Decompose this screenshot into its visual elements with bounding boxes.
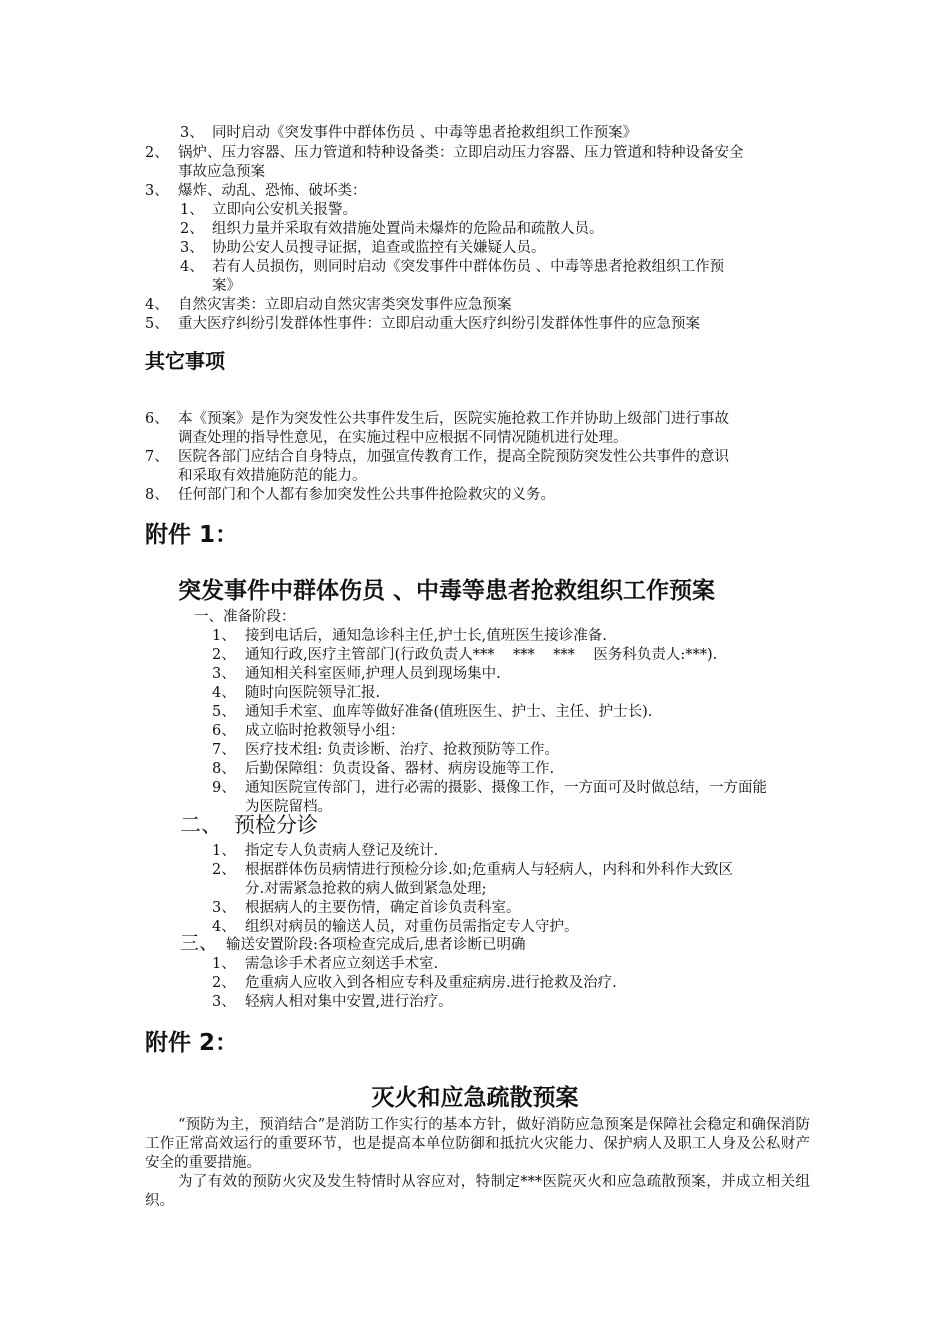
document-page: 3、 同时启动《突发事件中群体伤员 、中毒等患者抢救组织工作预案》 2、 锅炉、压力容器、压力管道和特种设备类：立即启动压力容器、压力管道和特种设备安全 事故应急预案 3、 爆炸、动乱、恐怖、破坏类： 1、 立即向公安机关报警。 2、 组织力量并采取有效措施处置尚未爆炸的危险品和疏散人员。 3、 协助公安人员搜寻证据，追查或监控有关嫌疑人员。 4、 若有人员损伤，则同时启动《突发事件中群体伤员 、中毒等患者抢救组织工作预 案》 4、 自然灾害类：立即启动自然灾害类突发事件应急预案 5、 重大医疗纠纷引发群体性事件：立即启动重大医疗纠纷引发群体性事件的应急预案 其它事项 6、 本《预案》是作为突发性公共事件发生后，医院实施抢救工作并协助上级部门进行事故 调查处理的指导性意见，在实施过程中应根据不同情况随机进行处理。 7、 医院各部门应结合自身特点，加强宣传教育工作，提高全院预防突发性公共事件的意识 和采取有效措施防范的能力。 8、 任何部门和个人都有参加突发性公共事件抢险救灾的义务。 附件 1： 突发事件中群体伤员 、中毒等患者抢救组织工作预案 一、准备阶段： 1、 接到电话后，通知急诊科主任,护士长,值班医生接诊准备. 2、 通知行政,医疗主管部门(行政负责人*** *** *** 医务科负责人:***). 3、 通知相关科室医师,护理人员到现场集中. 4、 随时向医院领导汇报. 5、 通知手术室、血库等做好准备(值班医生、护士、主任、护士长). 6、 成立临时抢救领导小组： 7、 医疗技术组: 负责诊断、治疗、抢救预防等工作。 8、 后勤保障组：负责设备、器材、病房设施等工作. 9、 通知医院宣传部门，进行必需的摄影、摄像工作，一方面可及时做总结，一方面能 为医院留档。 二、 预检分诊 1、 指定专人负责病人登记及统计. 2、 根据群体伤员病情进行预检分诊.如;危重病人与轻病人，内科和外科作大致区 分.对需紧急抢救的病人做到紧急处理; 3、 根据病人的主要伤情，确定首诊负责科室。 4、 组织对病员的输送人员，对重伤员需指定专人守护。 三、 输送安置阶段:各项检查完成后,患者诊断已明确 1、 需急诊手术者应立刻送手术室. 2、 危重病人应收入到各相应专科及重症病房.进行抢救及治疗. 3、 轻病人相对集中安置,进行治疗。 附件 2： 灭火和应急疏散预案 “预防为主，预消结合”是消防工作实行的基本方针，做好消防应急预案是保障社会稳定和确保消防工作正常高效运行的重要环节，也是提高本单位防御和抵抗火灾能力、保护病人及职工人身及公私财产安全的重要措施。 为了有效的预防火灾及发生特情时从容应对，特制定***医院灭火和应急疏散预案，并成立相关组织。 [0,0,950,1344]
list-item-continuation: 案》 [212,278,241,294]
list-item-continuation: 调查处理的指导性意见，在实施过程中应根据不同情况随机进行处理。 [178,430,628,446]
subsection-heading: 二、 预检分诊 [180,813,318,837]
body-paragraph: 为了有效的预防火灾及发生特情时从容应对，特制定***医院灭火和应急疏散预案，并成立相关组织。 [145,1174,810,1209]
list-item-continuation: 和采取有效措施防范的能力。 [178,468,367,484]
attachment-heading: 附件 2： [145,1030,239,1056]
list-item-continuation: 为医院留档。 [245,799,332,815]
list-item-continuation: 分.对需紧急抢救的病人做到紧急处理; [245,881,487,897]
attachment-title: 突发事件中群体伤员 、中毒等患者抢救组织工作预案 [178,578,716,604]
list-item-continuation: 事故应急预案 [178,164,265,180]
attachment-title: 灭火和应急疏散预案 [371,1085,579,1111]
section-heading: 其它事项 [145,349,225,373]
body-paragraph: “预防为主，预消结合”是消防工作实行的基本方针，做好消防应急预案是保障社会稳定和确保消防工作正常高效运行的重要环节，也是提高本单位防御和抵抗火灾能力、保护病人及职工人身及公私财产安全的重要措施。 [145,1117,810,1171]
subsection-heading: 一、准备阶段： [194,609,296,625]
attachment-heading: 附件 1： [145,522,239,548]
subsection-heading: 三、 输送安置阶段:各项检查完成后,患者诊断已明确 [180,932,526,954]
